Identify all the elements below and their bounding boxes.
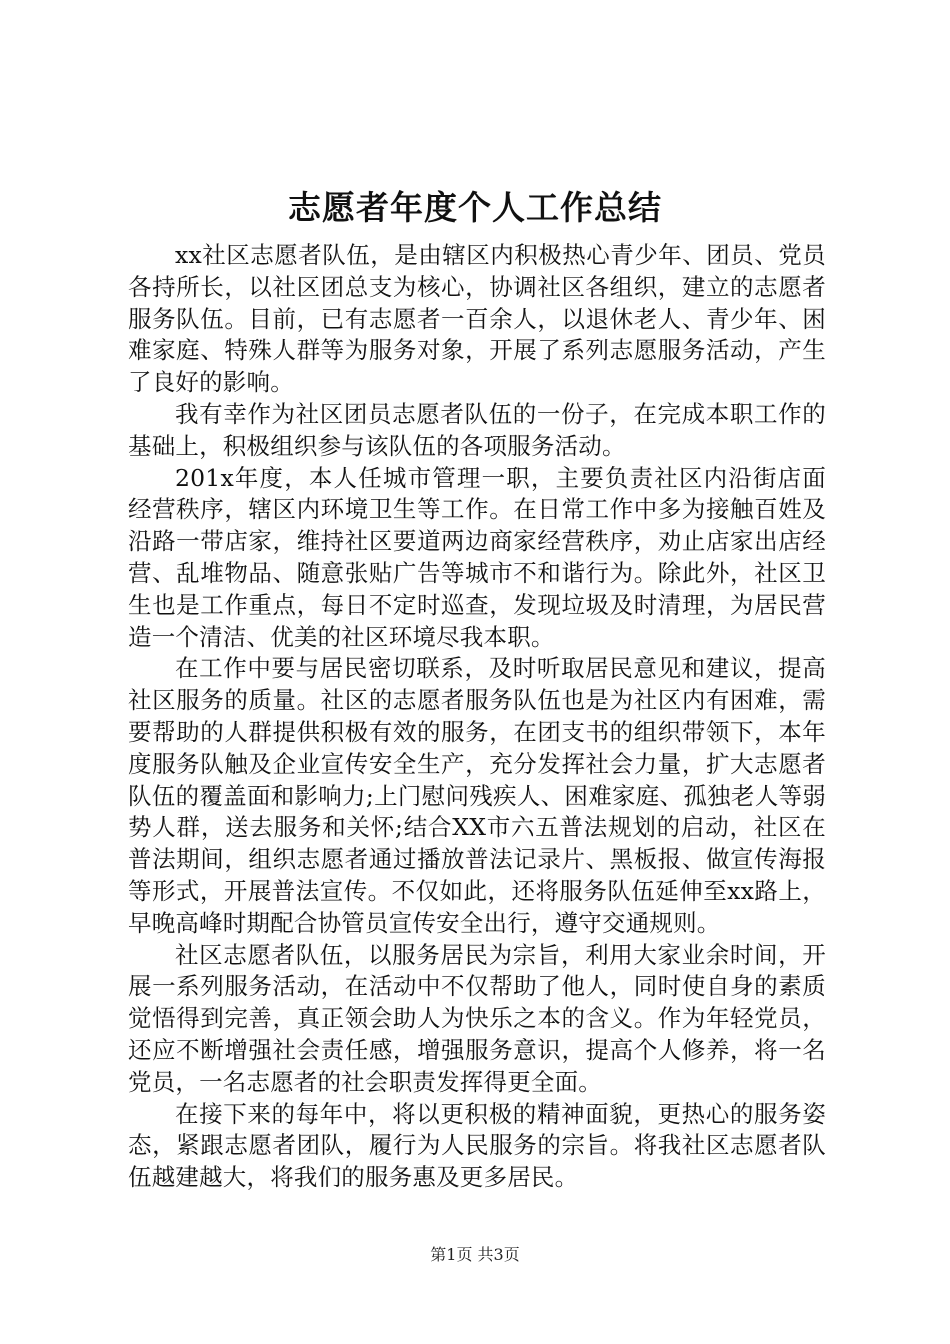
paragraph: 201x年度，本人任城市管理一职，主要负责社区内沿街店面经营秩序，辖区内环境卫生等工作。在日常工作中多为接触百姓及沿路一带店家，维持社区要道两边商家经营秩序，劝止店家出店经营、乱堆物品、随意张贴广告等城市不和谐行为。除此外，社区卫生也是工作重点，每日不定时巡查，发现垃圾及时清理，为居民营造一个清洁、优美的社区环境尽我本职。: [128, 463, 826, 651]
paragraph: 社区志愿者队伍，以服务居民为宗旨，利用大家业余时间，开展一系列服务活动，在活动中不仅帮助了他人，同时使自身的素质觉悟得到完善，真正领会助人为快乐之本的含义。作为年轻党员，还应不断增强社会责任感，增强服务意识，提高个人修养，将一名党员，一名志愿者的社会职责发挥得更全面。: [128, 940, 826, 1096]
paragraph: 在接下来的每年中，将以更积极的精神面貌，更热心的服务姿态，紧跟志愿者团队，履行为人民服务的宗旨。将我社区志愿者队伍越建越大，将我们的服务惠及更多居民。: [128, 1099, 826, 1192]
paragraph: 我有幸作为社区团员志愿者队伍的一份子，在完成本职工作的基础上，积极组织参与该队伍的各项服务活动。: [128, 399, 826, 460]
document-title: 志愿者年度个人工作总结: [288, 188, 662, 227]
paragraph: 在工作中要与居民密切联系，及时听取居民意见和建议，提高社区服务的质量。社区的志愿者服务队伍也是为社区内有困难，需要帮助的人群提供积极有效的服务，在团支书的组织带领下，本年度服务队触及企业宣传安全生产，充分发挥社会力量，扩大志愿者队伍的覆盖面和影响力;上门慰问残疾人、困难家庭、孤独老人等弱势人群，送去服务和关怀;结合XX市六五普法规划的启动，社区在普法期间，组织志愿者通过播放普法记录片、黑板报、做宣传海报等形式，开展普法宣传。不仅如此，还将服务队伍延伸至xx路上，早晚高峰时期配合协管员宣传安全出行，遵守交通规则。: [128, 654, 826, 937]
paragraph: xx社区志愿者队伍，是由辖区内积极热心青少年、团员、党员各持所长，以社区团总支为核心，协调社区各组织，建立的志愿者服务队伍。目前，已有志愿者一百余人，以退休老人、青少年、困难家庭、特殊人群等为服务对象，开展了系列志愿服务活动，产生了良好的影响。: [128, 241, 826, 397]
document-body: [128, 240, 826, 1194]
page-number-footer: 第1页 共3页: [430, 1245, 520, 1264]
